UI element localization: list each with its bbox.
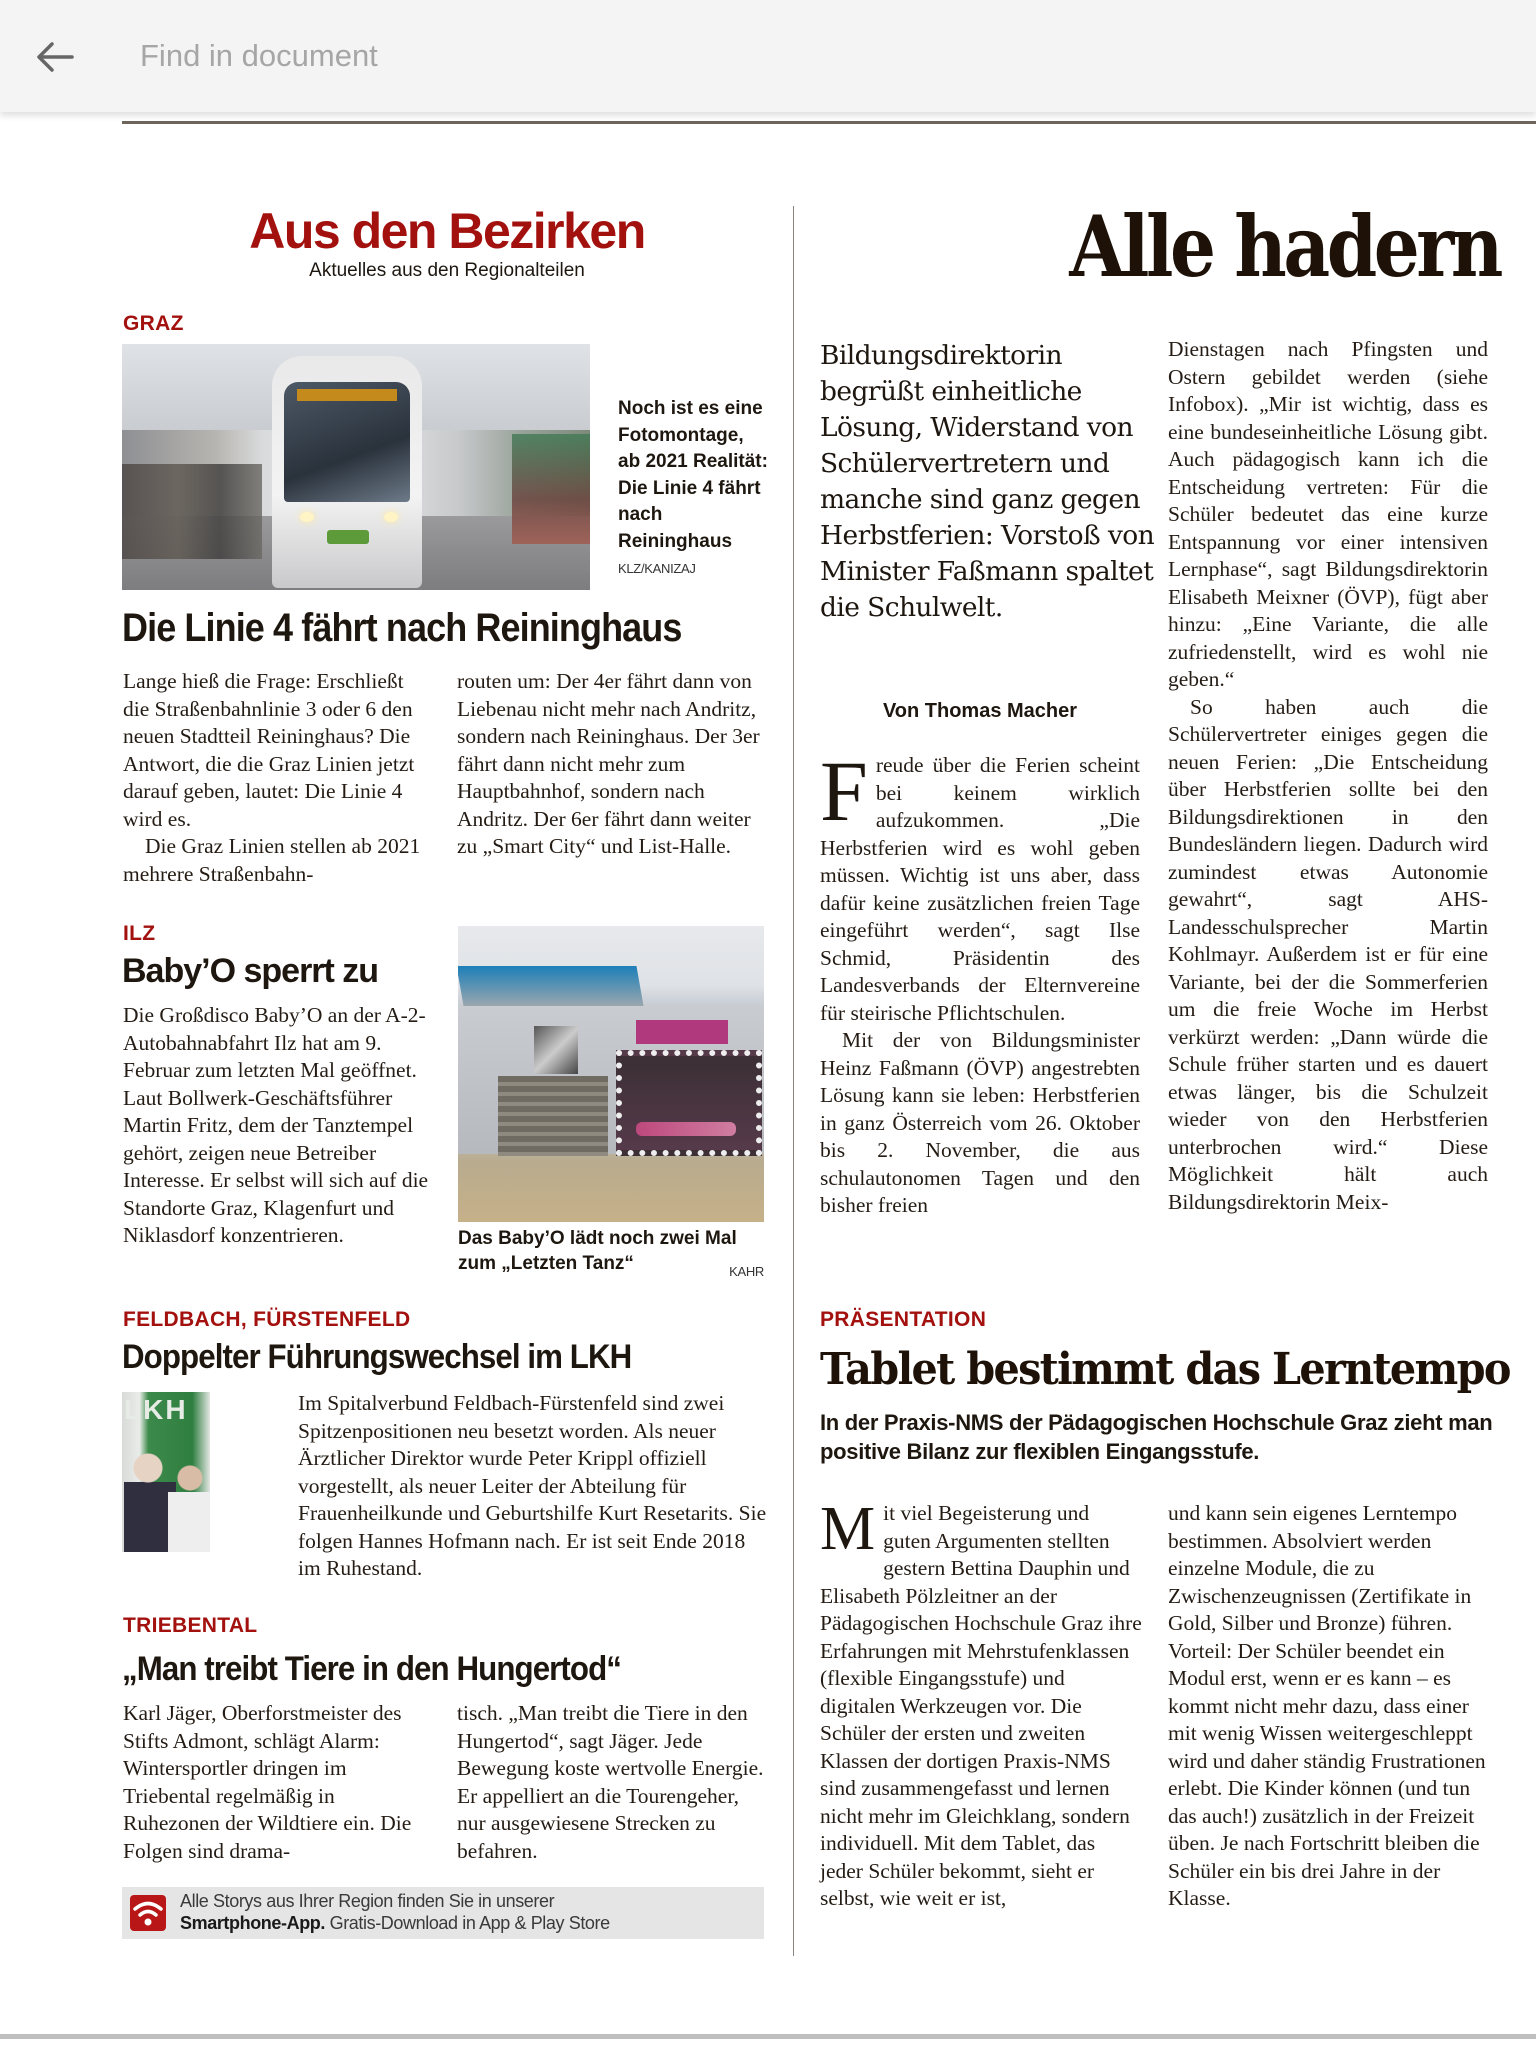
headline-graz: Die Linie 4 fährt nach Reininghaus xyxy=(122,606,682,650)
disco-photo xyxy=(458,926,764,1222)
tram-photo-caption xyxy=(618,396,768,583)
headline-triebental: „Man treibt Tiere in den Hungertod“ xyxy=(122,1650,622,1688)
ilz-body: Die Großdisco Baby’O an der A-2-Autobahnabfahrt Ilz hat am 9. Februar zum letzten Mal geöffnet. Laut Bollwerk-Geschäftsführer Martin Fritz, dem der Tanztempel gehört, zeigen neue Betreiber Interesse. Er selbst will sich auf die Standorte Graz, Klagenfurt und Niklasdorf konzentrieren. xyxy=(123,1003,429,1247)
kicker-graz: GRAZ xyxy=(123,312,184,335)
main-article-title: Alle hadern xyxy=(1069,197,1500,296)
caption-text: Noch ist es eine Fotomontage, ab 2021 Realität: Die Linie 4 fährt nach Reininghaus xyxy=(618,398,768,552)
graz-column-1 xyxy=(123,668,428,888)
app-banner-line-2 xyxy=(180,1912,610,1934)
photo-credit: KAHR xyxy=(729,1264,764,1279)
smartphone-app-banner[interactable] xyxy=(122,1887,764,1939)
photo-credit: KLZ/KANIZAJ xyxy=(618,561,696,576)
caption-text: Das Baby’O lädt noch zwei Mal zum „Letzten Tanz“ xyxy=(458,1228,737,1274)
newspaper-page[interactable] xyxy=(0,112,1536,2032)
main-article-column-2 xyxy=(1168,336,1488,1216)
app-banner-text xyxy=(180,1890,610,1934)
top-rule xyxy=(122,121,1536,124)
find-in-document-input[interactable] xyxy=(140,30,1440,82)
triebental-column-1: Karl Jäger, Oberforstmeister des Stifts Admont, schlägt Alarm: Wintersportler dringen im Triebental regelmäßig in Ruhezonen der Wildtiere ein. Die Folgen sind drama- xyxy=(123,1701,412,1863)
section-subtitle: Aktuelles aus den Regionalteilen xyxy=(309,260,585,281)
triebental-column-2: tisch. „Man treibt die Tiere in den Hungertod“, sagt Jäger. Jede Bewegung koste wertvolle Energie. Er appelliert an die Tourengeher, nur ausgewiesene Strecken zu befahren. xyxy=(457,1701,764,1863)
main-paragraph-1-text: reude über die Ferien scheint bei keinem wirklich aufzukommen. „Die Herbstferien wird es wohl geben müssen. Wichtig ist uns aber, dass dafür keine zusätzlichen freien Tage eingeführt werden“, sagt Ilse Schmid, Präsidentin des Landesverbands der Elternvereine für steirische Pflichtschulen. xyxy=(820,753,1140,1025)
main-paragraph-3: Dienstagen nach Pfingsten und Ostern gebildet werden (siehe Infobox). „Mir ist wichtig, dass es eine bundeseinheitliche Lösung gibt. Auch pädagogisch kann ich die Entscheidung vertreten: Für die Schüler bedeutet das eine kurze Entspannung vor einer intensiven Lernphase“, sagt Bildungsdirektorin Elisabeth Meixner (ÖVP), fügt aber hinzu: „Eine Variante, die alle zufriedenstellt, wird es wohl nie geben.“ xyxy=(1168,337,1488,691)
lkh-sign-text: LKH xyxy=(124,1394,188,1425)
main-article-deck: Bildungsdirektorin begrüßt einheitliche Lösung, Widerstand von Schülervertretern und manche sind ganz gegen Herbstferien: Vorstoß von Minister Faßmann spaltet die Schulwelt. xyxy=(820,340,1155,623)
main-paragraph-4: So haben auch die Schülervertreter einiges gegen die neuen Ferien: „Die Entscheidung über Herbstferien sollte bei den Bildungsdirektionen in den Bundesländern liegen. Dadurch wird zumindest etwas Autonomie gewahrt“, sagt AHS-Landesschulsprecher Martin Kohlmayr. Außerdem ist er für eine Variante, bei der die Sommerferien um die freie Woche im Herbst verkürzt werden: „Dann würde die Schule früher starten und es dauert etwas länger, bis die Schulzeit wieder von den Herbstferien unterbrochen wird.“ Diese Möglichkeit hält auch Bildungsdirektorin Meix- xyxy=(1168,694,1488,1214)
presentation-subhead: In der Praxis-NMS der Pädagogischen Hochschule Graz zieht man positive Bilanz zur flexiblen Eingangsstufe. xyxy=(820,1410,1493,1464)
disco-photo-caption xyxy=(458,1226,764,1284)
graz-paragraph-2: Die Graz Linien stellen ab 2021 mehrere Straßenbahn- xyxy=(123,834,421,886)
section-title: Aus den Bezirken xyxy=(249,203,645,259)
lkh-photo xyxy=(122,1392,210,1552)
byline: Von Thomas Macher xyxy=(882,700,1078,722)
headline-ilz: Baby’O sperrt zu xyxy=(122,952,379,990)
app-banner-bold: Smartphone-App. xyxy=(180,1913,325,1933)
main-article-column-1 xyxy=(820,743,1140,1220)
presentation-col1-text: it viel Begeisterung und guten Argumenten stellten gestern Bettina Dauphin und Elisabeth Pölzleitner an der Pädagogischen Hochschule Graz ihre Erfahrungen mit Mehrstufenklassen (flexible Eingangsstufe) und digitalen Werkzeugen vor. Die Schüler der ersten und zweiten Klassen der dortigen Praxis-NMS sind zusammengefasst und lernen nicht mehr im Gleichklang, sondern individuell. Mit dem Tablet, das jeder Schüler bekommt, sieht er selbst, wie weit er ist, xyxy=(820,1501,1142,1910)
tram-photo xyxy=(122,344,590,590)
graz-paragraph-1: Lange hieß die Frage: Erschließt die Straßenbahnlinie 3 oder 6 den neuen Stadtteil Reininghaus? Die Antwort, die die Graz Linien jetzt darauf geben, lautet: Die Linie 4 wird es. xyxy=(123,669,415,831)
headline-feldbach: Doppelter Führungswechsel im LKH xyxy=(122,1338,632,1376)
kicker-triebental: TRIEBENTAL xyxy=(123,1614,258,1637)
drop-cap: F xyxy=(820,743,868,839)
main-paragraph-1 xyxy=(820,743,1140,1027)
feldbach-body: Im Spitalverbund Feldbach-Fürstenfeld sind zwei Spitzenpositionen neu besetzt worden. Als neuer Ärztlicher Direktor wurde Peter Krippl offiziell vorgestellt, als neuer Leiter der Abteilung für Frauenheilkunde und Geburtshilfe Kurt Resetarits. Sie folgen Hannes Hofmann nach. Er ist seit Ende 2018 im Ruhestand. xyxy=(298,1391,767,1580)
wifi-signal-icon xyxy=(130,1895,166,1931)
presentation-column-2: und kann sein eigenes Lerntempo bestimmen. Absolviert werden einzelne Module, die zu Zwischenzeugnissen (Zertifikate in Gold, Silber und Bronze) führen. Vorteil: Der Schüler beendet ein Modul erst, wenn er es kann – es kommt nicht mehr dazu, dass einer mit wenig Wissen weitergeschleppt wird und daher ständig Frustrationen erlebt. Die Kinder können (und tun das auch!) zusätzlich in der Freizeit üben. Je nach Fortschritt bleiben die Schüler ein bis drei Jahre in der Klasse. xyxy=(1168,1501,1486,1910)
back-button[interactable] xyxy=(30,32,80,82)
kicker-feldbach: FELDBACH, FÜRSTENFELD xyxy=(123,1308,411,1331)
app-banner-line-1: Alle Storys aus Ihrer Region finden Sie in unserer xyxy=(180,1891,555,1911)
kicker-ilz: ILZ xyxy=(123,922,156,945)
drop-cap: M xyxy=(820,1495,876,1563)
presentation-headline: Tablet bestimmt das Lerntempo xyxy=(820,1344,1510,1395)
presentation-column-1 xyxy=(820,1495,1142,1913)
graz-column-2: routen um: Der 4er fährt dann von Liebenau nicht mehr nach Andritz, sondern nach Reininghaus. Der 3er fährt dann nicht mehr zum Hauptbahnhof, sondern nach Andritz. Der 6er fährt dann weiter zu „Smart City“ und List-Halle. xyxy=(457,669,760,858)
page-bottom-edge xyxy=(0,2034,1536,2039)
arrow-left-icon xyxy=(30,32,80,82)
column-divider xyxy=(793,206,794,1956)
find-bar xyxy=(0,0,1536,112)
kicker-praesentation: PRÄSENTATION xyxy=(820,1308,987,1331)
app-banner-rest: Gratis-Download in App & Play Store xyxy=(325,1913,610,1933)
main-paragraph-2: Mit der von Bildungsminister Heinz Faßmann (ÖVP) angestrebten Lösung kann sie leben: Herbstferien in ganz Österreich vom 26. Oktober bis 2. November, die aus schulautonomen Tagen und den bisher freien xyxy=(820,1028,1140,1217)
